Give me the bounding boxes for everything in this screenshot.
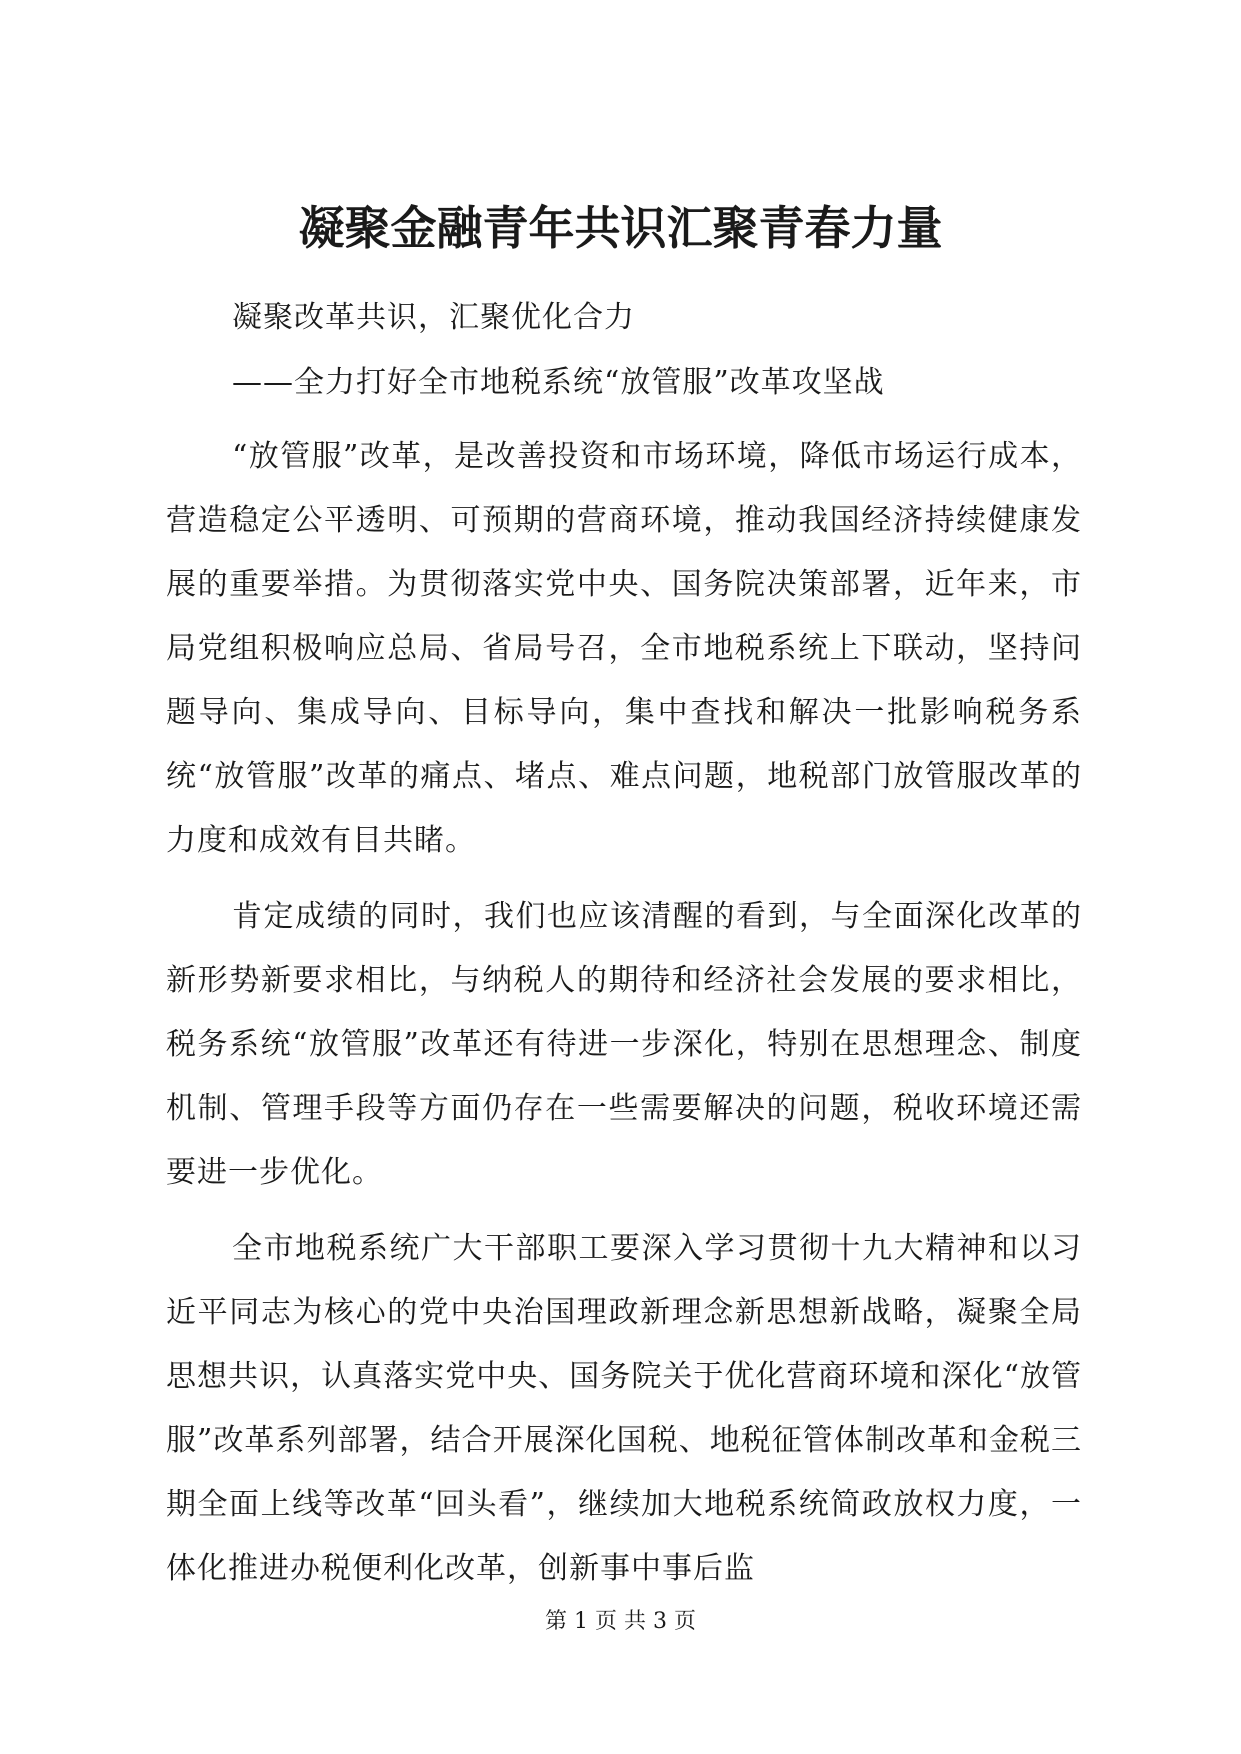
paragraph-2: 肯定成绩的同时，我们也应该清醒的看到，与全面深化改革的新形势新要求相比，与纳税人的期待和经济社会发展的要求相比，税务系统“放管服”改革还有待进一步深化，特别在思想理念、制度机制、管理手段等方面仍存在一些需要解决的问题，税收环境还需要进一步优化。 [166, 899, 1082, 1190]
paragraph-1: “放管服”改革，是改善投资和市场环境，降低市场运行成本，营造稳定公平透明、可预期的营商环境，推动我国经济持续健康发展的重要举措。为贯彻落实党中央、国务院决策部署，近年来，市局党组积极响应总局、省局号召，全市地税系统上下联动，坚持问题导向、集成导向、目标导向，集中查找和解决一批影响税务系统“放管服”改革的痛点、堵点、难点问题，地税部门放管服改革的力度和成效有目共睹。 [166, 439, 1082, 858]
document-title: 凝聚金融青年共识汇聚青春力量 [298, 201, 943, 255]
paragraph-3: 全市地税系统广大干部职工要深入学习贯彻十九大精神和以习近平同志为核心的党中央治国理政新理念新思想新战略，凝聚全局思想共识，认真落实党中央、国务院关于优化营商环境和深化“放管服”改革系列部署，结合开展深化国税、地税征管体制改革和金税三期全面上线等改革“回头看”，继续加大地税系统简政放权力度，一体化推进办税便利化改革，创新事中事后监 [166, 1231, 1082, 1586]
page-number: 第 1 页 共 3 页 [545, 1609, 696, 1634]
document-subtitle: 凝聚改革共识，汇聚优化合力 [232, 300, 635, 335]
document-dash-subtitle: ——全力打好全市地税系统“放管服”改革攻坚战 [232, 365, 885, 400]
body-text [166, 425, 1082, 1601]
